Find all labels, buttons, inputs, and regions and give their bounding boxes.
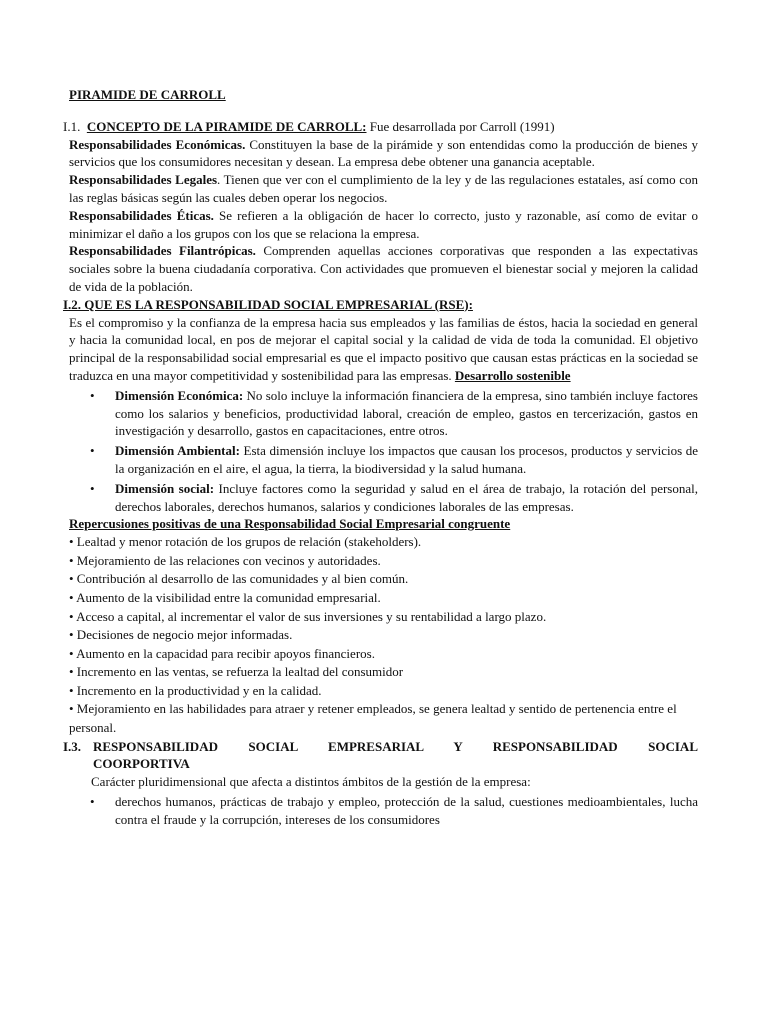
repercusion-item: • Aumento de la visibilidad entre la comunidad empresarial. bbox=[69, 589, 381, 605]
dimensions-list bbox=[69, 387, 698, 516]
resp-economicas-paragraph bbox=[69, 136, 698, 172]
section-1-tail: Fue desarrollada por Carroll (1991) bbox=[366, 118, 555, 134]
section-3-number: I.3. bbox=[63, 738, 82, 754]
dimension-social-label: Dimensión social: bbox=[115, 480, 215, 496]
dimension-economica-label: Dimensión Económica: bbox=[115, 387, 244, 403]
desarrollo-sostenible-label: Desarrollo sostenible bbox=[454, 367, 571, 383]
section-1-title: CONCEPTO DE LA PIRAMIDE DE CARROLL: bbox=[86, 118, 367, 134]
section-3-title-line1: RESPONSABILIDAD SOCIAL EMPRESARIAL Y RESPONSABILIDAD SOCIAL bbox=[93, 738, 698, 754]
dimension-social-item bbox=[90, 480, 698, 516]
resp-legales-label: Responsabilidades Legales bbox=[69, 172, 218, 188]
repercusion-item: • Mejoramiento en las habilidades para atraer y retener empleados, se genera lealtad y sentido de pertenencia entre el personal. bbox=[69, 701, 677, 736]
dimension-economica-text: No solo incluye la información financiera de la empresa, sino también incluye factores como los salarios y beneficios, productividad laboral, creación de empleo, gastos en tercerización, gastos en investigación y desarrollo, gastos en capacitaciones, entre otros. bbox=[115, 387, 698, 439]
resp-eticas-text: Se refieren a la obligación de hacer lo correcto, justo y razonable, así como de evitar o minimizar el daño a los grupos con los que se relaciona la empresa. bbox=[69, 207, 698, 241]
document-page bbox=[63, 86, 699, 829]
rse-definition-paragraph bbox=[69, 314, 698, 385]
repercusion-item: • Incremento en las ventas, se refuerza la lealtad del consumidor bbox=[69, 664, 404, 680]
document-title: PIRAMIDE DE CARROLL bbox=[69, 87, 226, 102]
bullet-icon: • bbox=[90, 794, 95, 810]
section-2-heading: I.2. QUE ES LA RESPONSABILIDAD SOCIAL EMPRESARIAL (RSE): bbox=[63, 296, 473, 312]
section-1-number: I.1. bbox=[63, 118, 81, 134]
section-3-item bbox=[90, 793, 698, 829]
repercusion-item: • Incremento en la productividad y en la calidad. bbox=[69, 682, 322, 698]
resp-economicas-text: Constituyen la base de la pirámide y son entendidas como la producción de bienes y servicios que los consumidores necesitan y desean. La empresa debe obtener una ganancia aceptable. bbox=[69, 136, 698, 170]
resp-filantropicas-label: Responsabilidades Filantrópicas. bbox=[69, 243, 256, 259]
bullet-icon: • bbox=[90, 443, 95, 459]
resp-filantropicas-paragraph bbox=[69, 242, 698, 295]
bullet-icon: • bbox=[90, 387, 95, 403]
bullet-icon: • bbox=[90, 480, 95, 496]
resp-eticas-label: Responsabilidades Éticas. bbox=[69, 207, 214, 223]
resp-legales-paragraph bbox=[69, 171, 698, 207]
repercusion-item: • Acceso a capital, al incrementar el valor de sus inversiones y su rentabilidad a largo plazo. bbox=[69, 608, 547, 624]
resp-legales-text: . Tienen que ver con el cumplimiento de la ley y de las regulaciones estatales, así como con las reglas básicas según las cuales deben operar los negocios. bbox=[69, 172, 698, 205]
dimension-ambiental-label: Dimensión Ambiental: bbox=[115, 443, 240, 459]
dimension-ambiental-item bbox=[90, 442, 699, 478]
repercusion-item: • Contribución al desarrollo de las comunidades y al bien común. bbox=[69, 571, 409, 587]
rse-definition-text: Es el compromiso y la confianza de la empresa hacia sus empleados y las familias de éstos, hacia la sociedad en general y hacia la comunidad local, en pos de mejorar el capital social y la calidad de vida de toda la comunidad. El objetivo principal de la responsabilidad social empresarial es que el impacto positivo que causan estas prácticas en la sociedad se traduzca en una mayor competitividad y sostenibilidad para las empresas. bbox=[69, 314, 698, 383]
repercusion-item: • Aumento en la capacidad para recibir apoyos financieros. bbox=[69, 645, 375, 661]
section-3-title-line2: COORPORTIVA bbox=[93, 756, 190, 772]
resp-eticas-paragraph bbox=[69, 207, 698, 243]
resp-filantropicas-text: Comprenden aquellas acciones corporativas que responden a las expectativas sociales sobre la buena ciudadanía corporativa. Con actividades que promueven el bienestar social y mejoren la calidad de vida de la población. bbox=[69, 243, 698, 294]
section-3-list bbox=[69, 793, 698, 829]
repercusion-item: • Mejoramiento de las relaciones con vecinos y autoridades. bbox=[69, 552, 381, 568]
section-3-intro: Carácter pluridimensional que afecta a distintos ámbitos de la gestión de la empresa: bbox=[91, 774, 531, 790]
dimension-economica-item bbox=[90, 387, 698, 440]
repercusion-item: • Lealtad y menor rotación de los grupos de relación (stakeholders). bbox=[69, 534, 422, 550]
resp-economicas-label: Responsabilidades Económicas. bbox=[69, 136, 246, 152]
section-1-heading bbox=[63, 118, 698, 136]
section-3-item-text: derechos humanos, prácticas de trabajo y empleo, protección de la salud, cuestiones medioambientales, lucha contra el fraude y la corrupción, intereses de los consumidores bbox=[115, 794, 698, 827]
dimension-ambiental-text: Esta dimensión incluye los impactos que causan los procesos, productos y servicios de la organización en el aire, el agua, la tierra, la biodiversidad y la salud humana. bbox=[115, 443, 699, 476]
section-3-heading bbox=[63, 738, 698, 756]
repercusiones-heading: Repercusiones positivas de una Responsabilidad Social Empresarial congruente bbox=[69, 516, 511, 532]
dimension-social-text: Incluye factores como la seguridad y salud en el área de trabajo, la rotación del personal, derechos laborales, derechos humanos, salarios y condiciones laborales de las empresas. bbox=[115, 480, 698, 514]
repercusion-item: • Decisiones de negocio mejor informadas. bbox=[69, 627, 293, 643]
